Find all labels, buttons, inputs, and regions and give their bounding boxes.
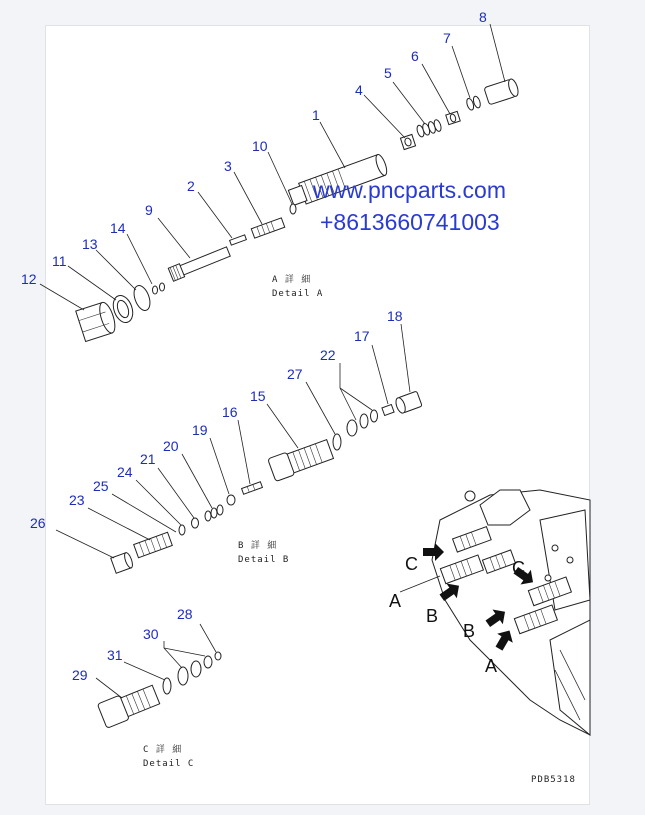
callout-27: 27: [287, 366, 303, 382]
callout-9: 9: [145, 202, 153, 218]
part-23-plunger: [134, 532, 173, 557]
callout-28: 28: [177, 606, 193, 622]
drawing-code: PDB5318: [531, 775, 576, 785]
watermark-phone: +8613660741003: [320, 209, 500, 235]
callout-7: 7: [443, 30, 451, 46]
part-12-nut: [76, 301, 118, 342]
part-4-seat: [400, 134, 415, 149]
part-30-rings: [178, 656, 212, 685]
callout-11: 11: [52, 253, 67, 269]
detail-a-title-jp: A 詳 細: [272, 275, 312, 285]
callout-numbers: [21, 9, 487, 683]
view-marker-c-left: C: [405, 554, 418, 574]
part-21-ring: [192, 518, 199, 528]
part-20-spring: [205, 505, 223, 521]
callout-16: 16: [222, 404, 238, 420]
watermark-url: www.pncparts.com: [313, 177, 507, 203]
callout-12: 12: [21, 271, 37, 287]
view-marker-a-lower: A: [485, 656, 498, 676]
detail-b-title-jp: B 詳 細: [238, 541, 278, 551]
callout-31: 31: [107, 647, 123, 663]
part-7-rings: [465, 95, 481, 110]
detail-a-leaders: [40, 24, 505, 310]
callout-2: 2: [187, 178, 195, 194]
callout-25: 25: [93, 478, 109, 494]
part-26-nut: [111, 552, 134, 574]
part-5-spring: [416, 119, 443, 138]
callout-29: 29: [72, 667, 88, 683]
view-marker-b-right: B: [463, 621, 476, 641]
callout-15: 15: [250, 388, 266, 404]
part-6-spacer: [446, 111, 461, 124]
callout-1: 1: [312, 107, 320, 123]
callout-19: 19: [192, 422, 208, 438]
callout-23: 23: [69, 492, 85, 508]
part-17-spring: [382, 405, 394, 416]
callout-4: 4: [355, 82, 363, 98]
view-marker-c-right: C: [512, 558, 525, 578]
part-18-plug: [394, 391, 422, 414]
callout-5: 5: [384, 65, 392, 81]
part-31-o-ring: [163, 678, 171, 694]
view-marker-b-left: B: [426, 606, 439, 626]
part-3-spool: [251, 218, 284, 238]
part-14-backup-rings: [153, 283, 165, 294]
callout-10: 10: [252, 138, 268, 154]
callout-17: 17: [354, 328, 370, 344]
detail-c-title-en: Detail C: [143, 759, 195, 769]
callout-6: 6: [411, 48, 419, 64]
view-marker-a-left: A: [389, 591, 402, 611]
callout-8: 8: [479, 9, 487, 25]
part-28-plug: [215, 652, 221, 660]
detail-b-title-en: Detail B: [238, 555, 290, 565]
callout-26: 26: [30, 515, 46, 531]
part-19-seat: [227, 495, 235, 505]
detail-b-leaders: [56, 324, 410, 558]
part-8-sleeve: [484, 78, 520, 105]
part-22-rings: [347, 410, 378, 436]
part-16-spool: [242, 482, 263, 494]
detail-a-title-en: Detail A: [272, 289, 324, 299]
callout-20: 20: [163, 438, 179, 454]
part-15-valve-body: [268, 438, 334, 482]
part-29-plug-body: [97, 682, 161, 728]
callout-30: 30: [143, 626, 159, 642]
callout-14: 14: [110, 220, 126, 236]
callout-3: 3: [224, 158, 232, 174]
part-24-ring: [179, 525, 185, 535]
callout-18: 18: [387, 308, 403, 324]
detail-c-assembly: [97, 652, 221, 728]
callout-13: 13: [82, 236, 98, 252]
part-10-o-ring: [290, 204, 296, 214]
callout-24: 24: [117, 464, 133, 480]
callout-21: 21: [140, 451, 156, 467]
callout-22: 22: [320, 347, 336, 363]
detail-c-title-jp: C 詳 細: [143, 745, 183, 755]
part-9-plunger: [168, 245, 231, 281]
part-27-o-ring: [333, 434, 341, 450]
part-2-pin: [230, 235, 247, 245]
